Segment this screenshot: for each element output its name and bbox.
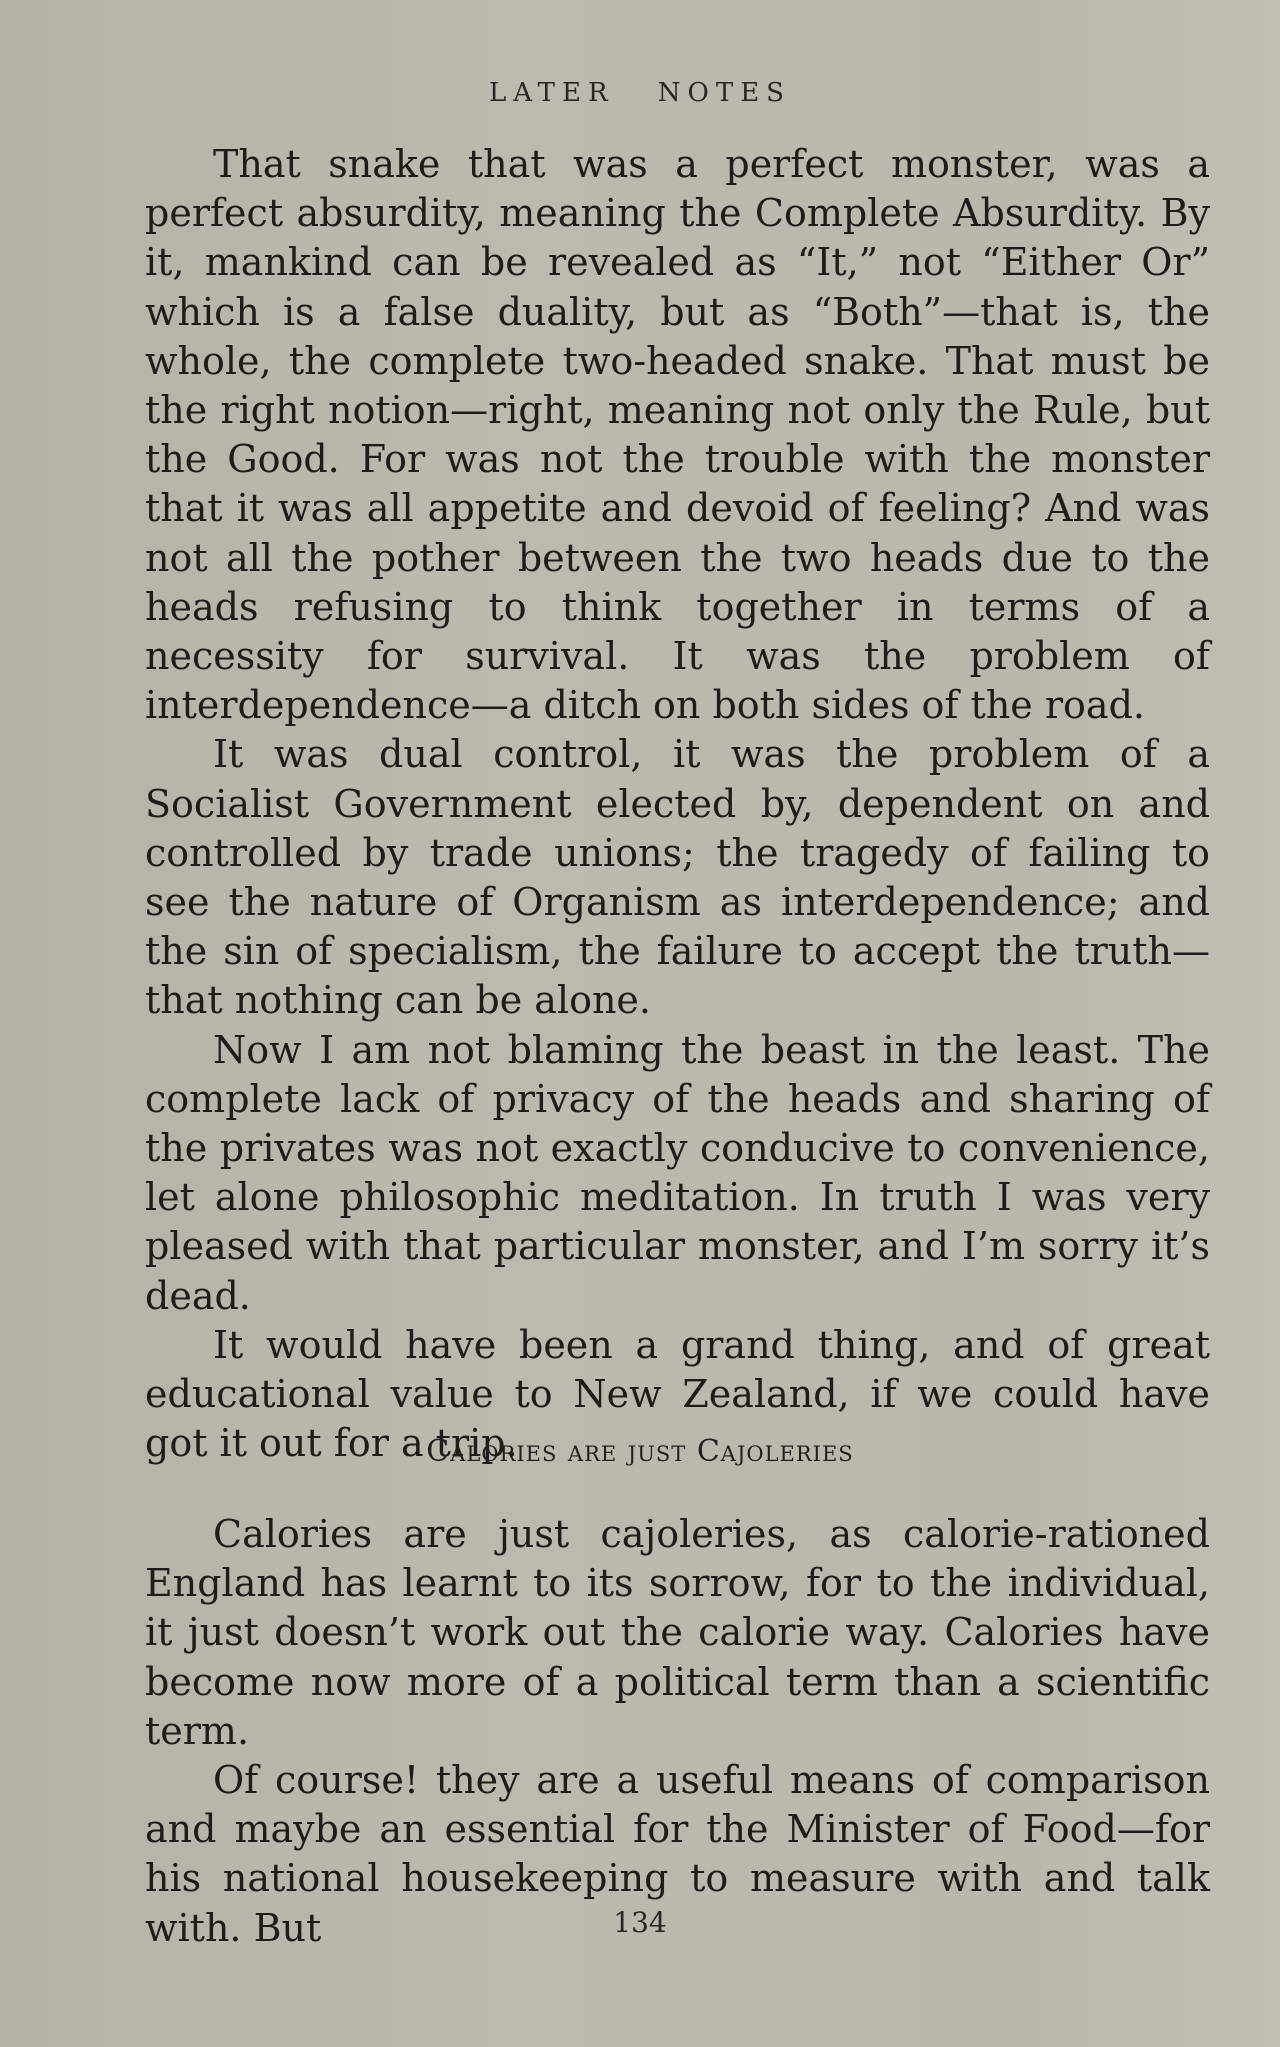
page-number: 134 — [613, 1906, 667, 1939]
running-head-word-later: LATER — [489, 78, 615, 108]
section-1-body — [145, 140, 1210, 1468]
paragraph-grand-thing: It would have been a grand thing, and of great educational value to New Zealand, if we could have got it out for a trip. — [145, 1322, 1210, 1466]
paragraph-calories-cajoleries: Calories are just cajoleries, as calorie-rationed England has learnt to its sorrow, for to the individual, it just doesn’t work out the calorie way. Calories have become now more of a political term than a scientific term. — [145, 1512, 1210, 1753]
running-head — [0, 78, 1280, 108]
paragraph-snake-monster: That snake that was a perfect monster, was a perfect absurdity, meaning the Complete Absurdity. By it, mankind can be revealed as “It,” not “Either Or” which is a false duality, but as “Both”—that is, the whole, the complete two-headed snake. That must be the right notion—right, meaning not only the Rule, but the Good. For was not the trouble with the monster that it was all appetite and devoid of feeling? And was not all the pother between the two heads due to the heads refusing to think together in terms of a necessity for survival. It was the problem of interdependence—a ditch on both sides of the road. — [145, 142, 1210, 728]
paragraph-of-course: Of course! they are a useful means of comparison and maybe an essential for the Minister of Food—for his national housekeeping to measure with and talk with. But — [145, 1758, 1210, 1950]
section-2-body — [145, 1510, 1210, 1953]
section-heading-calories: Calories are just Cajoleries — [426, 1434, 854, 1469]
running-head-word-notes: NOTES — [657, 78, 791, 108]
paragraph-blaming-beast: Now I am not blaming the beast in the least. The complete lack of privacy of the heads and sharing of the privates was not exactly conducive to convenience, let alone philosophic meditation. In truth I was very pleased with that particular monster, and I’m sorry it’s dead. — [145, 1027, 1210, 1318]
paragraph-dual-control: It was dual control, it was the problem of a Socialist Government elected by, dependent on and controlled by trade unions; the tragedy of failing to see the nature of Organism as interdependence; and the sin of specialism, the failure to accept the truth—that nothing can be alone. — [145, 732, 1210, 1023]
